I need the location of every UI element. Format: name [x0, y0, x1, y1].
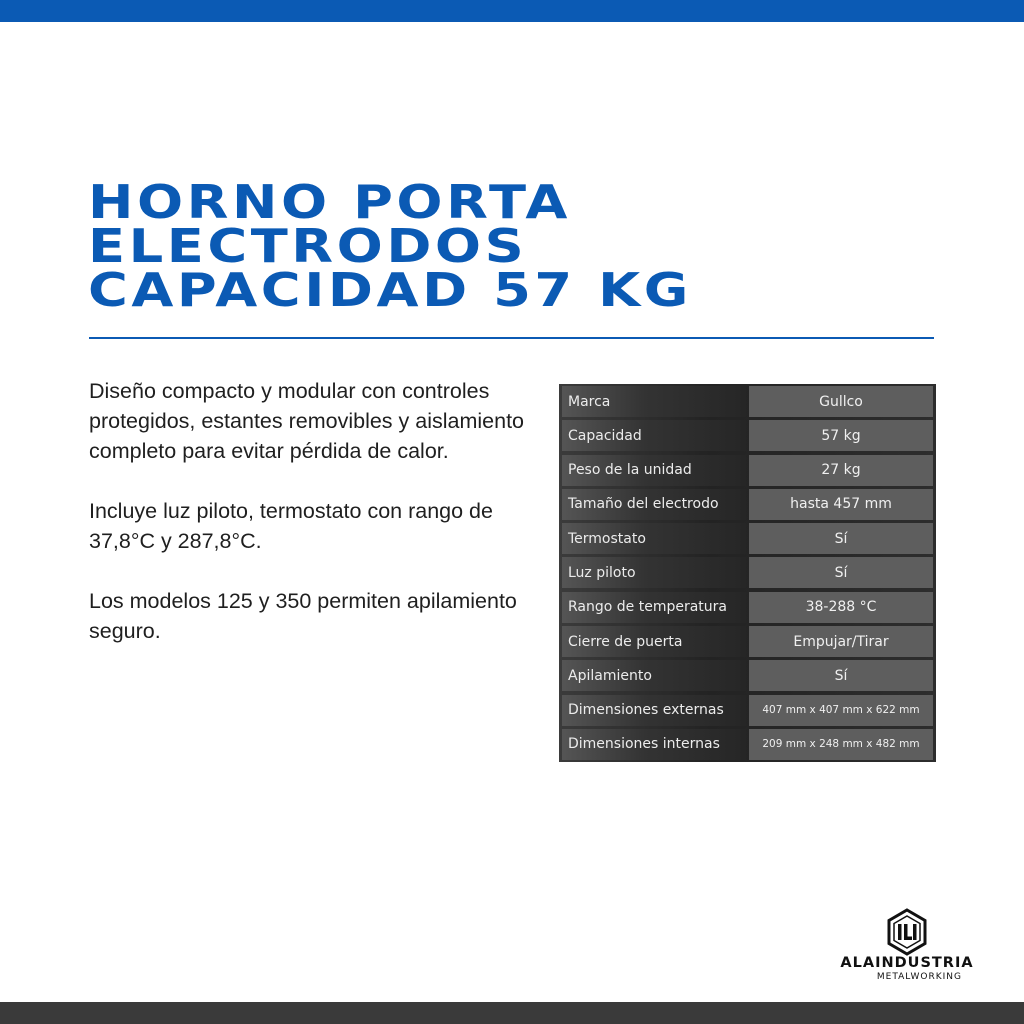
table-row [562, 455, 933, 489]
top-accent-bar [0, 0, 1024, 22]
spec-label: Rango de temperatura [562, 592, 746, 623]
table-row [562, 729, 933, 763]
spec-value: Sí [749, 660, 933, 691]
table-row [562, 626, 933, 660]
spec-label: Marca [562, 386, 746, 417]
brand-name: ALAINDUSTRIA [840, 955, 974, 971]
spec-label: Dimensiones internas [562, 729, 746, 760]
spec-value: 38-288 °C [749, 592, 933, 623]
spec-value: 27 kg [749, 455, 933, 486]
brand-logo [822, 908, 992, 988]
ali-hexagon-logo-icon [885, 908, 929, 956]
product-description [89, 376, 539, 676]
title-divider [89, 337, 934, 339]
title-line-1: HORNO PORTA [88, 175, 571, 229]
bottom-footer-bar [0, 1002, 1024, 1024]
description-paragraph-3: Los modelos 125 y 350 permiten apilamiento seguro. [89, 589, 517, 643]
title-line-2: ELECTRODOS [88, 219, 528, 273]
specifications-table [559, 384, 936, 762]
spec-value: 209 mm x 248 mm x 482 mm [749, 729, 933, 760]
spec-label: Apilamiento [562, 660, 746, 691]
brand-tagline: METALWORKING [876, 972, 962, 982]
spec-value: 407 mm x 407 mm x 622 mm [749, 695, 933, 726]
spec-label: Luz piloto [562, 557, 746, 588]
spec-label: Cierre de puerta [562, 626, 746, 657]
table-row [562, 557, 933, 591]
spec-label: Capacidad [562, 420, 746, 451]
description-paragraph-2: Incluye luz piloto, termostato con rango de 37,8°C y 287,8°C. [89, 499, 493, 553]
spec-value: Sí [749, 523, 933, 554]
spec-label: Dimensiones externas [562, 695, 746, 726]
table-row [562, 660, 933, 694]
table-row [562, 489, 933, 523]
product-title [88, 175, 948, 317]
spec-value: hasta 457 mm [749, 489, 933, 520]
spec-value: Empujar/Tirar [749, 626, 933, 657]
table-row [562, 420, 933, 454]
spec-label: Termostato [562, 523, 746, 554]
table-row [562, 592, 933, 626]
spec-label: Tamaño del electrodo [562, 489, 746, 520]
table-row [562, 386, 933, 420]
table-row [562, 523, 933, 557]
title-line-3: CAPACIDAD 57 KG [88, 263, 692, 317]
spec-value: Sí [749, 557, 933, 588]
spec-label: Peso de la unidad [562, 455, 746, 486]
spec-value: Gullco [749, 386, 933, 417]
description-paragraph-1: Diseño compacto y modular con controles protegidos, estantes removibles y aislamiento completo para evitar pérdida de calor. [89, 379, 524, 463]
spec-value: 57 kg [749, 420, 933, 451]
table-row [562, 695, 933, 729]
